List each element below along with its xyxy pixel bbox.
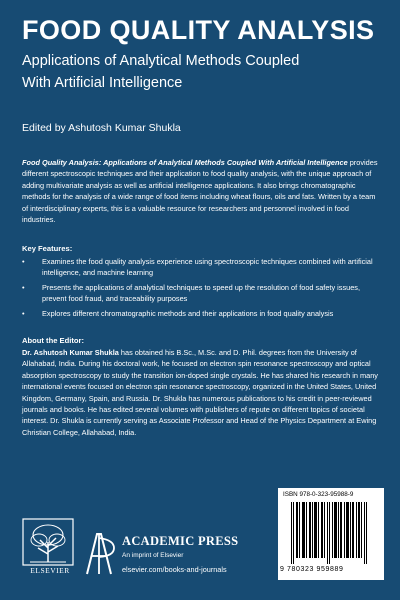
editor-bio: has obtained his B.Sc., M.Sc. and D. Phil. degrees from the University of Allahabad, India. During his doctoral work, he focused on electron spin resonance spectroscopy and optical absorption spectroscopy to study the transition ion-doped single crystals. He has shared his research in many international events focused on electron spin resonance spectroscopy, organized in the United States, United Kingdom, Germany, Spain, and Russia. Dr. Shukla has numerous publications to his credit in peer-reviewed journals and books. He has edited several volumes with publishers of repute on different topics of societal interest. Dr. Shukla is currently serving as Associate Professor and Head of the Physics Department at Ewing Christian College, Allahabad, India. bbox=[22, 348, 378, 437]
description-text: provides different spectroscopic techniques and their application to food quality analysis, with the unique approach of adding multivariate analysis as well as artificial intelligence applications. It also brings chromatographic methods for the analysis of a wide range of food items including wheat flours, oils and fats. Written by a team of interdisciplinary experts, this is a valuable resource for researchers and personnel involved in food industries. bbox=[22, 158, 378, 225]
key-feature-item bbox=[22, 256, 384, 279]
bullet-icon: • bbox=[22, 308, 25, 318]
editor-name: Dr. Ashutosh Kumar Shukla bbox=[22, 348, 119, 357]
key-feature-item bbox=[22, 282, 384, 305]
barcode-icon bbox=[283, 502, 379, 564]
description-lead: Food Quality Analysis: Applications of Analytical Methods Coupled With Artificial Intelligence bbox=[22, 158, 348, 167]
subtitle-line-1: Applications of Analytical Methods Coupled bbox=[22, 53, 300, 69]
key-features-list bbox=[22, 256, 384, 322]
bullet-icon: • bbox=[22, 257, 25, 266]
editor-credit: Edited by Ashutosh Kumar Shukla bbox=[22, 122, 181, 134]
academic-press-logo-icon bbox=[84, 530, 116, 576]
subtitle-line-2: With Artificial Intelligence bbox=[22, 75, 183, 91]
imprint-of: An imprint of Elsevier bbox=[122, 552, 184, 559]
key-features-heading: Key Features: bbox=[22, 244, 73, 253]
key-feature-text: Presents the applications of analytical techniques to speed up the resolution of food safety issues, prevent food fraud, and traceability purposes bbox=[42, 282, 361, 304]
publisher-url[interactable]: elsevier.com/books-and-journals bbox=[122, 565, 227, 574]
isbn-label: ISBN 978-0-323-95988-9 bbox=[283, 491, 354, 498]
about-editor-heading: About the Editor: bbox=[22, 336, 85, 345]
book-title: FOOD QUALITY ANALYSIS bbox=[22, 15, 375, 45]
elsevier-wordmark: ELSEVIER bbox=[30, 566, 70, 575]
book-subtitle bbox=[22, 50, 352, 94]
about-editor-text bbox=[22, 347, 384, 438]
key-feature-text: Explores different chromatographic methods and their applications in food quality analysis bbox=[42, 308, 334, 318]
barcode-panel bbox=[278, 488, 384, 580]
barcode-number: 9 780323 959889 bbox=[280, 566, 344, 573]
key-feature-item bbox=[22, 308, 384, 319]
key-feature-text: Examines the food quality analysis experience using spectroscopic techniques combined with artificial intelligence, and machine learning bbox=[42, 257, 373, 278]
bullet-icon: • bbox=[22, 282, 25, 292]
imprint-name: ACADEMIC PRESS bbox=[122, 534, 239, 548]
book-description bbox=[22, 157, 382, 225]
